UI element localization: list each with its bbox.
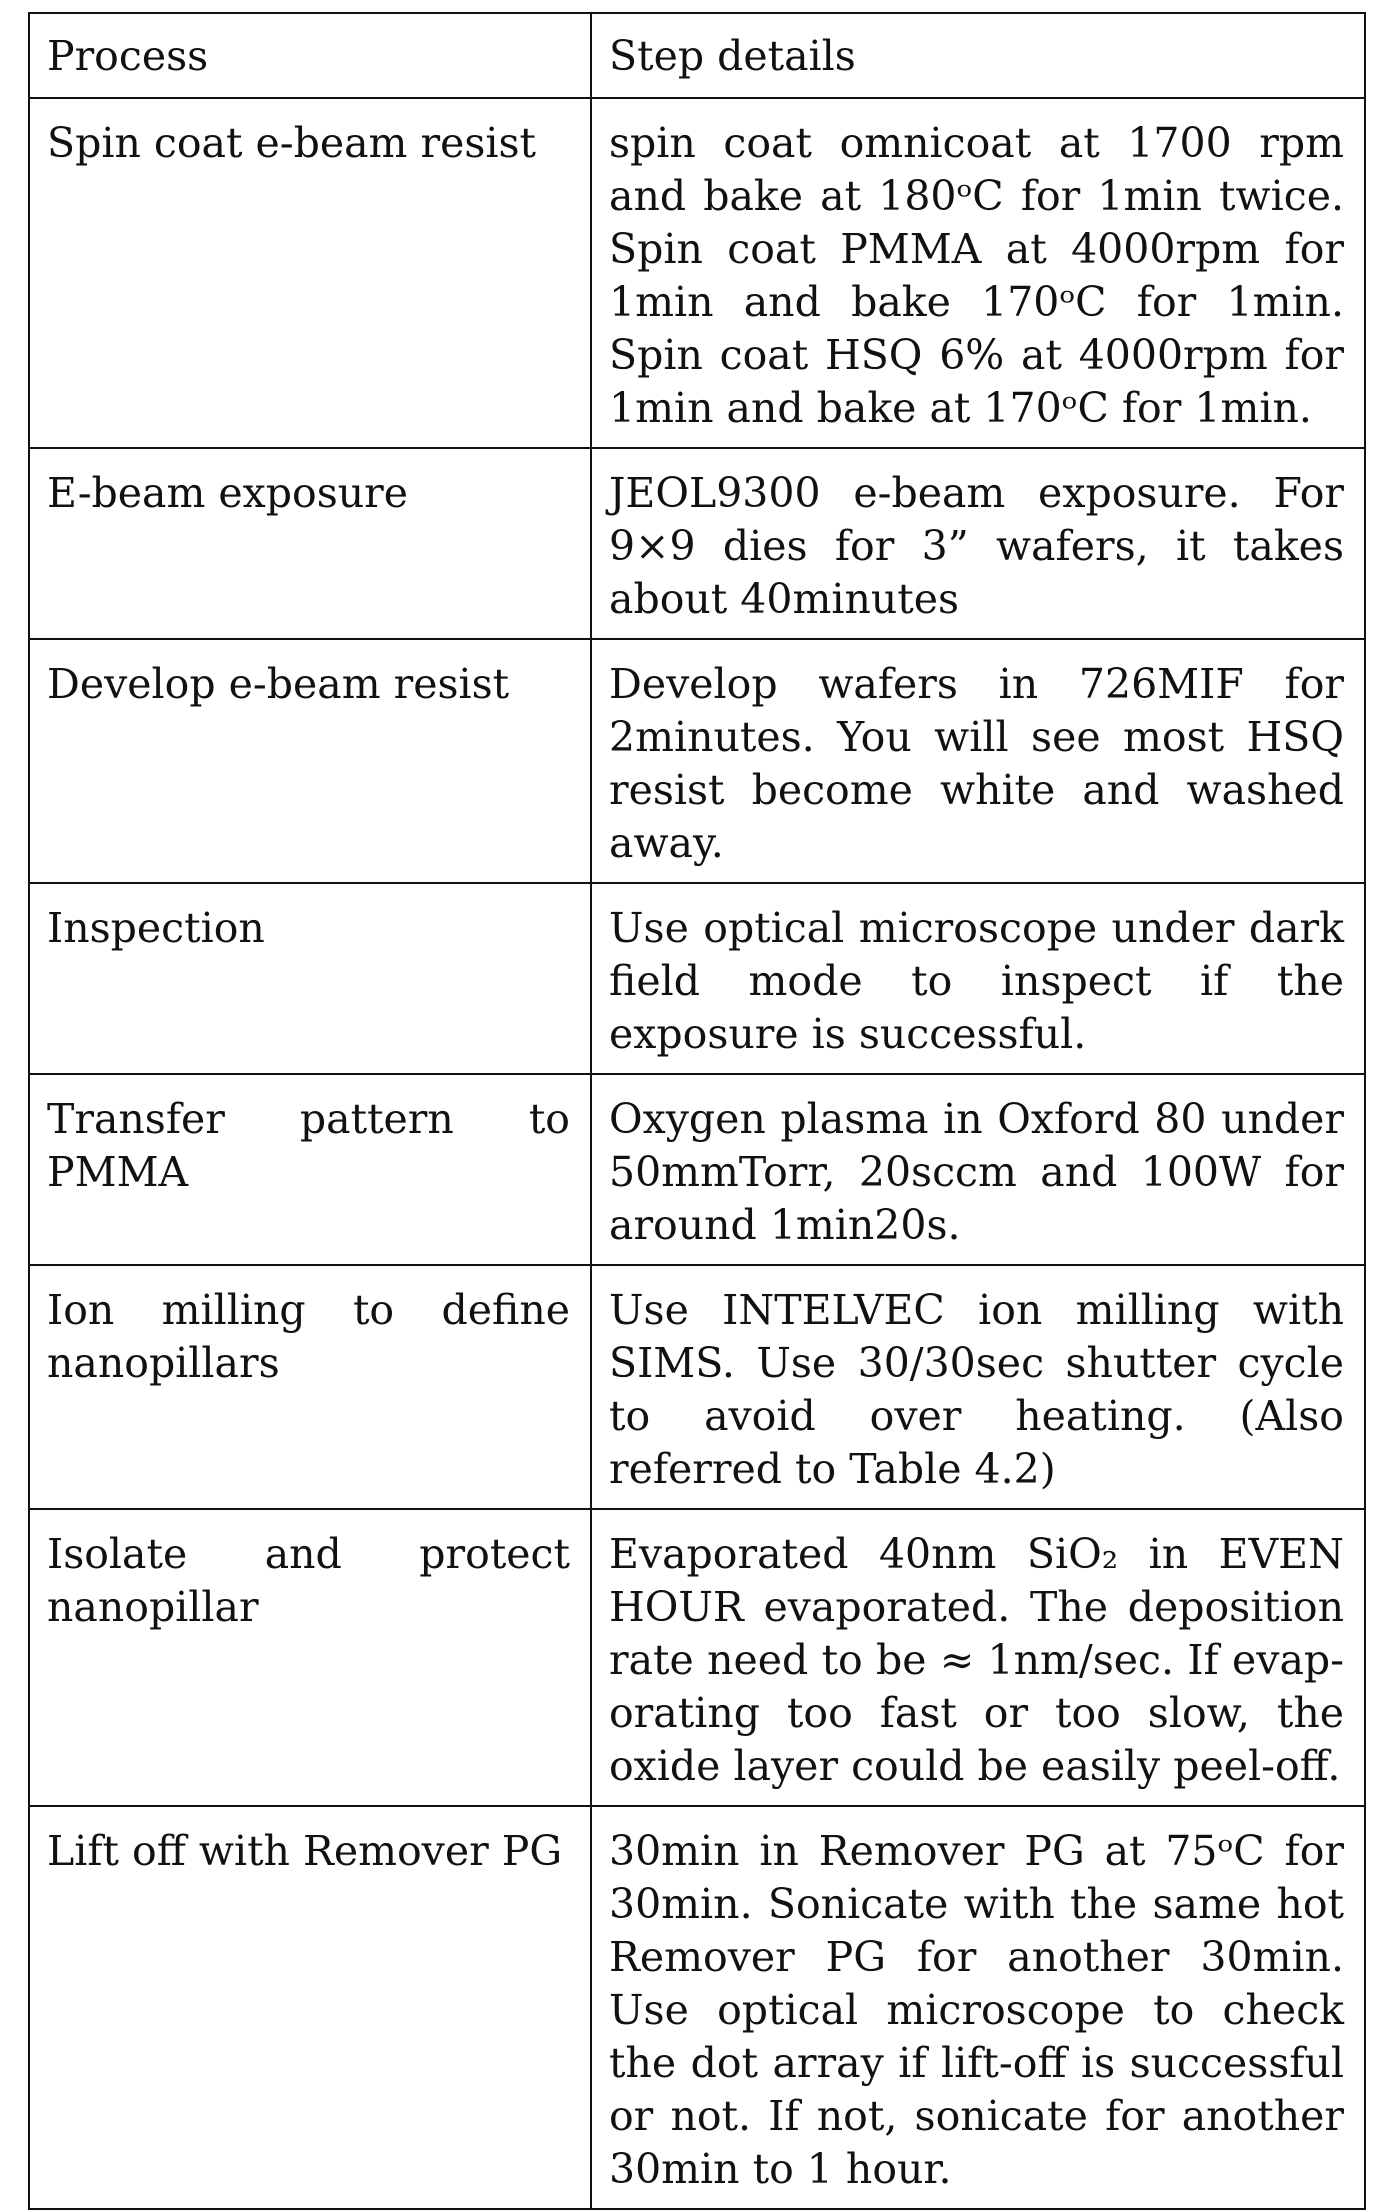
process-steps-table	[28, 12, 1366, 2210]
process-cell: Lift off with Remover PG	[29, 1806, 591, 2209]
details-cell: JEOL9300 e-beam exposure. For 9×9 dies for 3” wafers, it takes about 40minutes	[591, 448, 1365, 639]
table-row	[29, 1074, 1365, 1265]
table-row	[29, 1806, 1365, 2209]
table-row	[29, 1265, 1365, 1509]
details-cell: Oxygen plasma in Oxford 80 under 50mmTorr, 20sccm and 100W for around 1min20s.	[591, 1074, 1365, 1265]
table-row	[29, 1509, 1365, 1806]
details-cell: Evaporated 40nm SiO₂ in EVEN HOUR evaporated. The deposition rate need to be ≈ 1nm/sec. If evaporating too fast or too slow, the oxide layer could be easily peel-off.	[591, 1509, 1365, 1806]
details-cell: Develop wafers in 726MIF for 2minutes. You will see most HSQ resist become white and washed away.	[591, 639, 1365, 883]
header-step-details: Step details	[591, 13, 1365, 98]
table-row	[29, 639, 1365, 883]
details-cell: 30min in Remover PG at 75ᵒC for 30min. Sonicate with the same hot Remover PG for another 30min. Use optical microscope to check the dot array if lift-off is successful or not. If not, sonicate for another 30min to 1 hour.	[591, 1806, 1365, 2209]
process-cell: E-beam exposure	[29, 448, 591, 639]
details-cell: Use INTELVEC ion milling with SIMS. Use 30/30sec shutter cycle to avoid over heating. (Also referred to Table 4.2)	[591, 1265, 1365, 1509]
header-process: Process	[29, 13, 591, 98]
process-cell: Ion milling to define nanopillars	[29, 1265, 591, 1509]
process-cell: Develop e-beam resist	[29, 639, 591, 883]
table-header	[29, 13, 1365, 98]
process-cell: Isolate and protect nanopillar	[29, 1509, 591, 1806]
process-cell: Transfer pattern to PMMA	[29, 1074, 591, 1265]
process-cell: Inspection	[29, 883, 591, 1074]
details-cell: Use optical microscope under dark field mode to inspect if the exposure is successful.	[591, 883, 1365, 1074]
table-row	[29, 883, 1365, 1074]
table-row	[29, 448, 1365, 639]
details-cell: spin coat omnicoat at 1700 rpm and bake at 180ᵒC for 1min twice. Spin coat PMMA at 4000rpm for 1min and bake 170ᵒC for 1min. Spin coat HSQ 6% at 4000rpm for 1min and bake at 170ᵒC for 1min.	[591, 98, 1365, 448]
header-row	[29, 13, 1365, 98]
process-cell: Spin coat e-beam resist	[29, 98, 591, 448]
table-body	[29, 98, 1365, 2209]
table-row	[29, 98, 1365, 448]
